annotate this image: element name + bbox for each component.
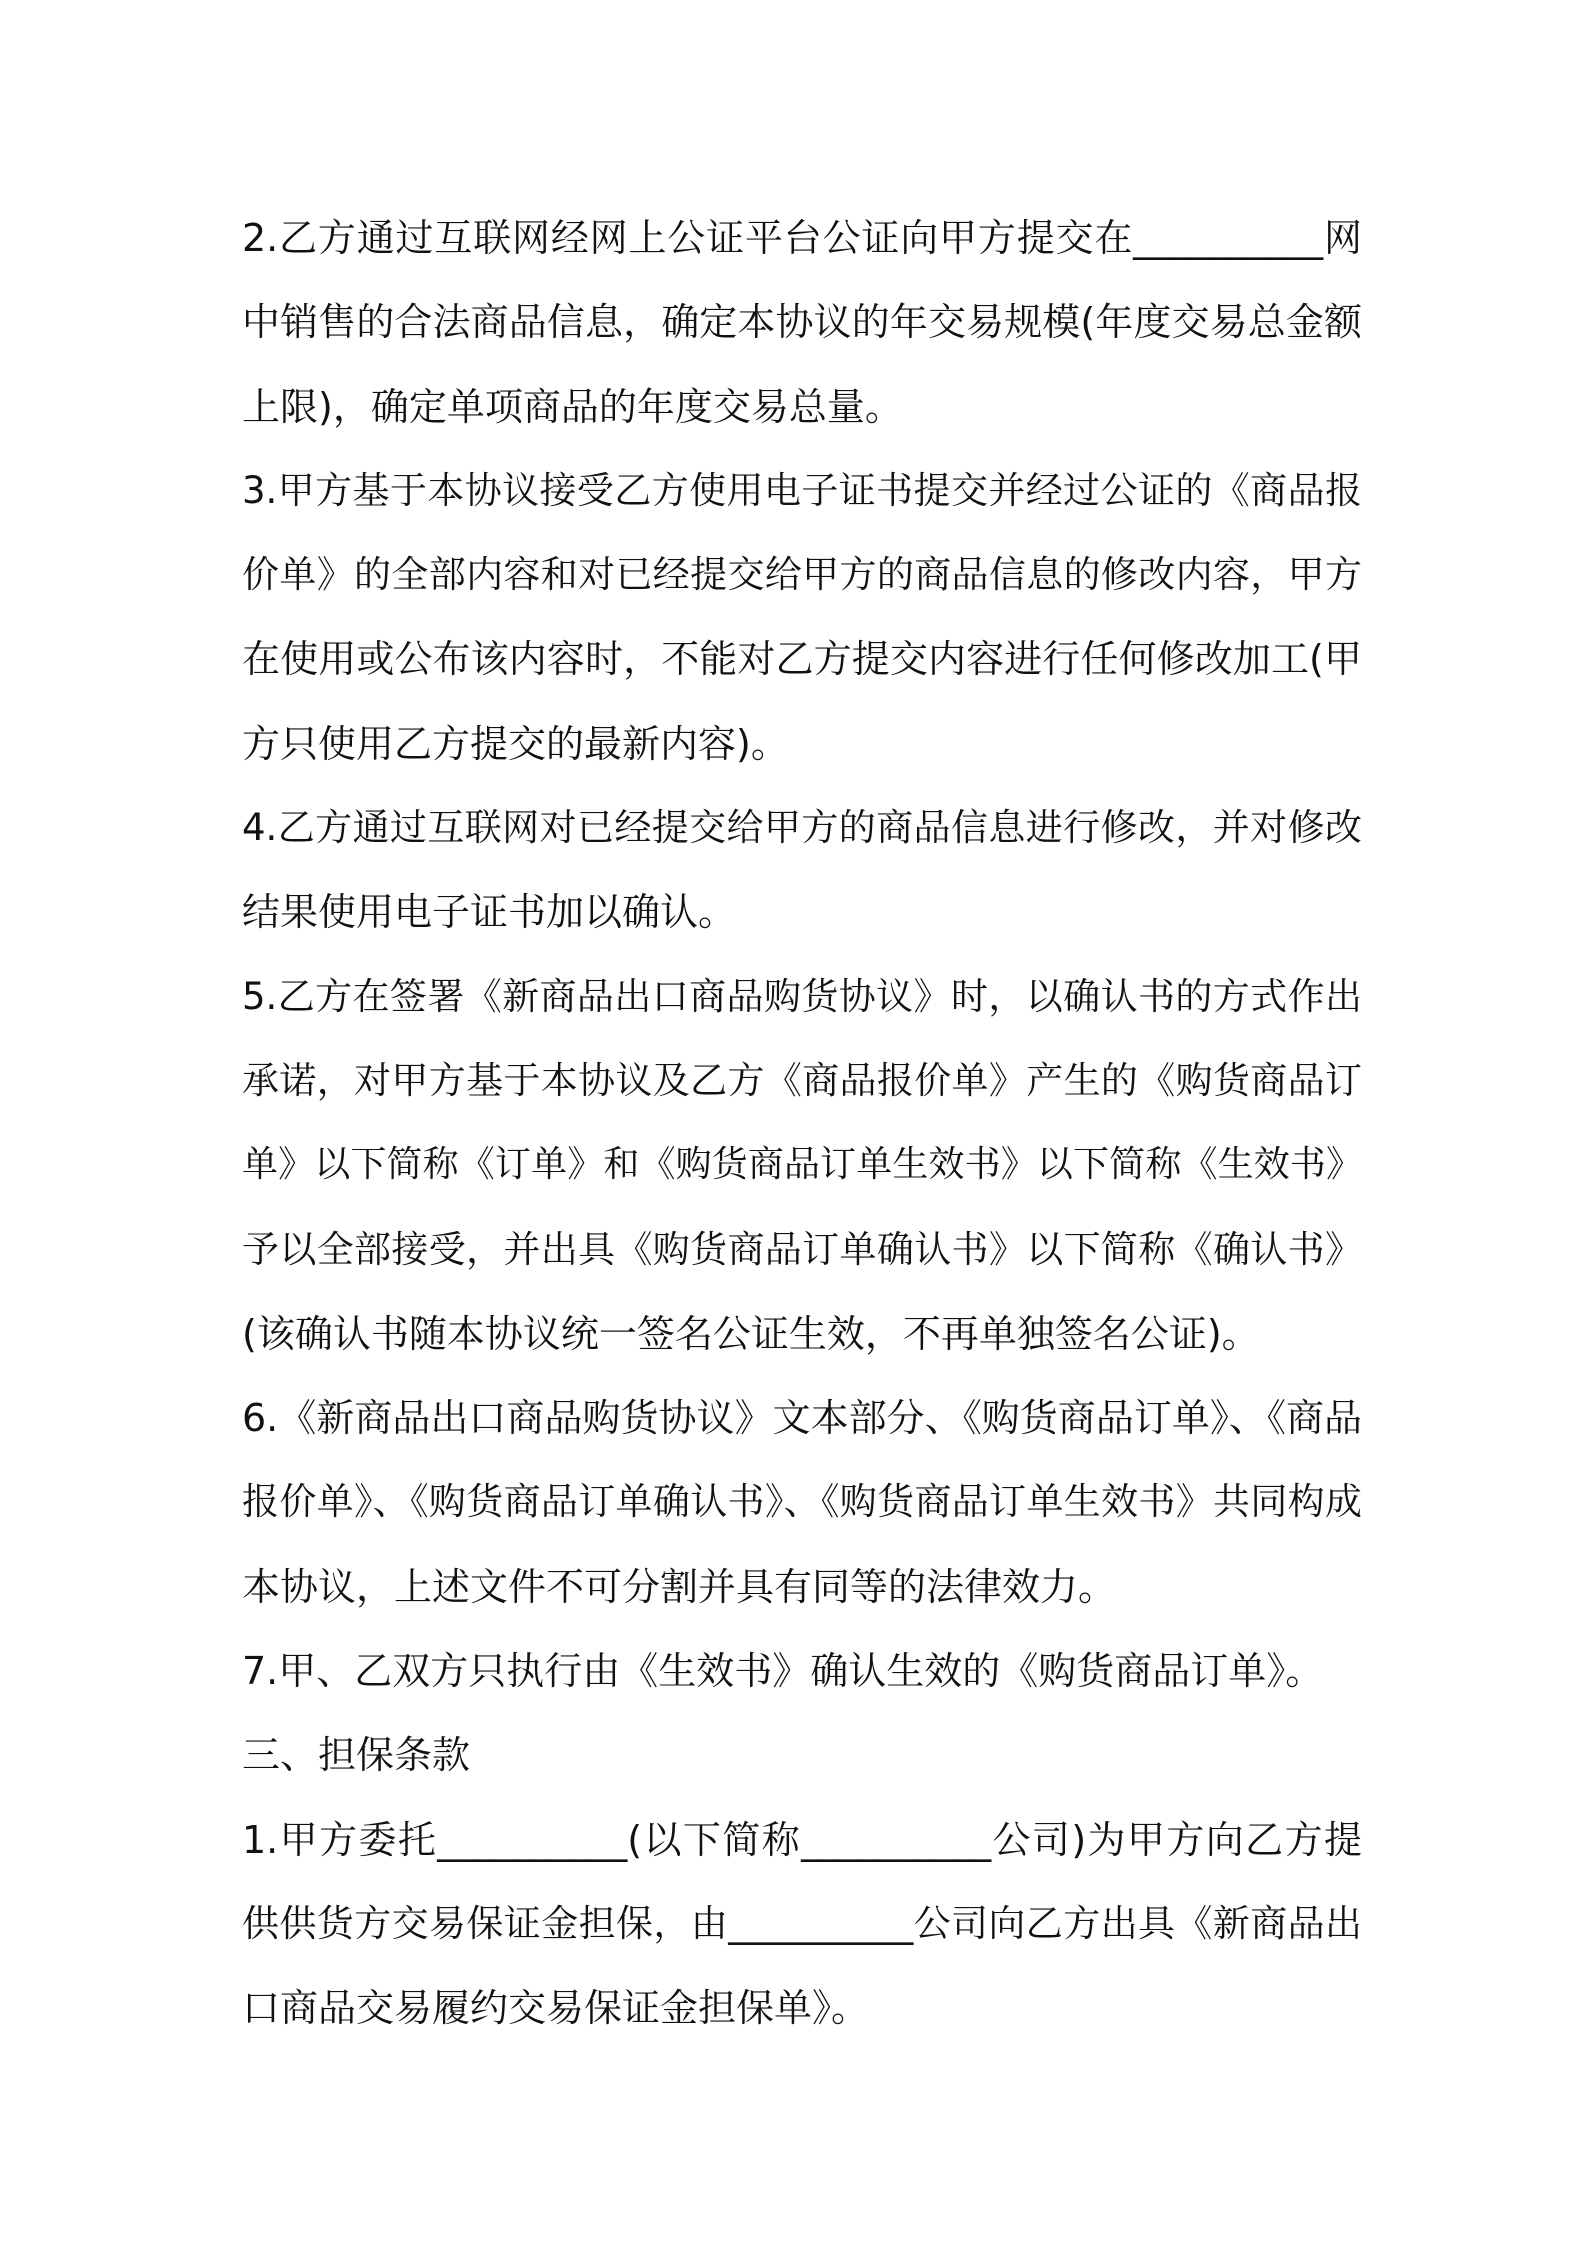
document-text-line: 在使用或公布该内容时，不能对乙方提交内容进行任何修改加工(甲 <box>242 637 1362 682</box>
document-text-line: 5.乙方在签署《新商品出口商品购货协议》时，以确认书的方式作出 <box>242 974 1362 1018</box>
document-text-line: 1.甲方委托__________(以下简称__________公司)为甲方向乙方提 <box>242 1817 1362 1862</box>
document-text-line: 方只使用乙方提交的最新内容)。 <box>242 721 789 766</box>
document-text-line: 结果使用电子证书加以确认。 <box>242 890 737 935</box>
document-text-line: 6.《新商品出口商品购货协议》文本部分、《购货商品订单》、《商品 <box>242 1396 1362 1441</box>
document-text-line: 三、担保条款 <box>242 1733 471 1778</box>
document-body <box>242 196 1362 2051</box>
document-text-line: 2.乙方通过互联网经网上公证平台公证向甲方提交在__________网 <box>242 216 1362 260</box>
document-text-line: 7.甲、乙双方只执行由《生效书》确认生效的《购货商品订单》。 <box>242 1649 1324 1694</box>
document-text-line: 报价单》、《购货商品订单确认书》、《购货商品订单生效书》共同构成 <box>242 1480 1362 1524</box>
document-text-line: 单》以下简称《订单》和《购货商品订单生效书》以下简称《生效书》 <box>242 1144 1362 1186</box>
document-text-line: (该确认书随本协议统一签名公证生效，不再单独签名公证)。 <box>242 1311 1260 1356</box>
document-text-line: 上限)，确定单项商品的年度交易总量。 <box>242 384 903 429</box>
document-text-line: 口商品交易履约交易保证金担保单》。 <box>242 1986 870 2031</box>
document-text-line: 承诺，对甲方基于本协议及乙方《商品报价单》产生的《购货商品订 <box>242 1058 1362 1102</box>
document-text-line: 4.乙方通过互联网对已经提交给甲方的商品信息进行修改，并对修改 <box>242 806 1362 850</box>
document-text-line: 予以全部接受，并出具《购货商品订单确认书》以下简称《确认书》 <box>242 1227 1362 1271</box>
document-text-line: 价单》的全部内容和对已经提交给甲方的商品信息的修改内容，甲方 <box>242 553 1362 597</box>
document-text-line: 本协议，上述文件不可分割并具有同等的法律效力。 <box>242 1564 1117 1609</box>
document-text-line: 供供货方交易保证金担保，由__________公司向乙方出具《新商品出 <box>242 1901 1362 1945</box>
document-text-line: 中销售的合法商品信息，确定本协议的年交易规模(年度交易总金额 <box>242 300 1362 345</box>
document-text-line: 3.甲方基于本协议接受乙方使用电子证书提交并经过公证的《商品报 <box>242 468 1362 512</box>
